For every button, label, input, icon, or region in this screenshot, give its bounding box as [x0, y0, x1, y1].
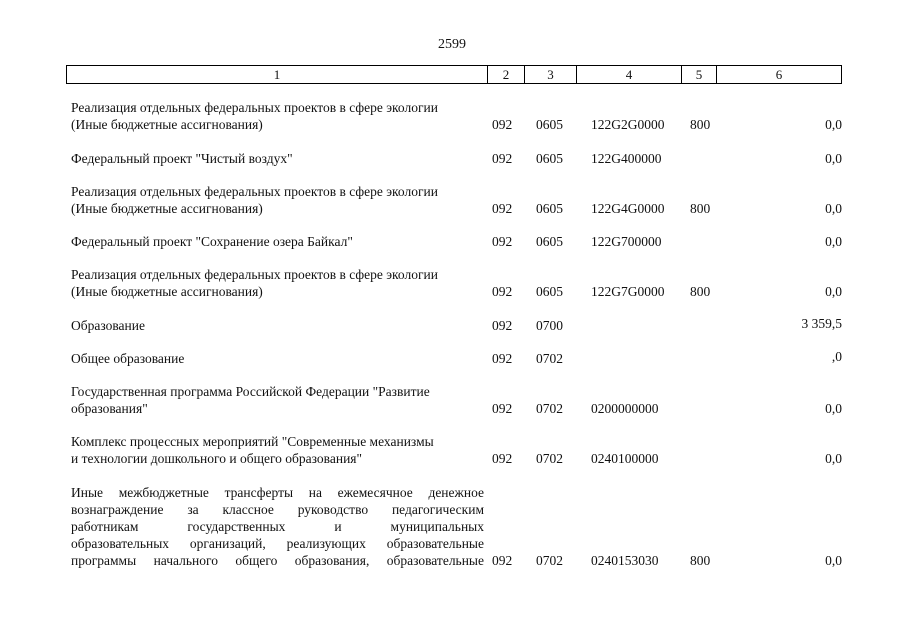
table-row [0, 99, 904, 133]
cell-expense-type: 800 [690, 284, 711, 299]
cell-ministry-code: 092 [492, 117, 513, 132]
header-col-5: 5 [682, 66, 717, 83]
cell-ministry-code: 092 [492, 201, 513, 216]
cell-section-code: 0605 [536, 117, 563, 132]
description-line: Комплекс процессных мероприятий "Современные механизмы [71, 434, 434, 449]
cell-target-code: 122G700000 [591, 234, 662, 249]
cell-ministry-code: 092 [492, 401, 513, 416]
cell-target-code: 0200000000 [591, 401, 659, 416]
header-col-6: 6 [775, 67, 783, 82]
cell-ministry-code: 092 [492, 351, 513, 366]
cell-amount: 0,0 [825, 451, 842, 466]
table-row [0, 350, 904, 367]
description-line: программы начального общего образования, образовательные [71, 553, 484, 568]
cell-section-code: 0700 [536, 318, 563, 333]
cell-ministry-code: 092 [492, 284, 513, 299]
cell-amount: ,0 [831, 349, 842, 364]
table-row [0, 266, 904, 300]
row-description [71, 317, 484, 334]
description-line: Государственная программа Российской Федерации "Развитие [71, 384, 430, 399]
cell-section-code: 0605 [536, 201, 563, 216]
cell-amount: 0,0 [825, 234, 842, 249]
cell-amount: 3 359,5 [801, 316, 842, 331]
row-description [71, 383, 484, 417]
description-line: (Иные бюджетные ассигнования) [71, 201, 263, 216]
table-row [0, 233, 904, 250]
row-description [71, 99, 484, 133]
cell-section-code: 0702 [536, 451, 563, 466]
cell-amount: 0,0 [825, 284, 842, 299]
description-line: вознаграждение за классное руководство педагогическим [71, 502, 484, 517]
cell-section-code: 0605 [536, 234, 563, 249]
description-line: Иные межбюджетные трансферты на ежемесячное денежное [71, 485, 484, 500]
description-line: Федеральный проект "Сохранение озера Байкал" [71, 234, 353, 249]
cell-amount: 0,0 [825, 553, 842, 568]
description-line: Общее образование [71, 351, 185, 366]
description-line: Образование [71, 318, 145, 333]
row-description [71, 233, 484, 250]
page-number: 2599 [438, 37, 466, 52]
description-line: (Иные бюджетные ассигнования) [71, 284, 263, 299]
description-line: (Иные бюджетные ассигнования) [71, 117, 263, 132]
table-row [0, 433, 904, 467]
row-description [71, 484, 484, 569]
cell-section-code: 0605 [536, 284, 563, 299]
cell-amount: 0,0 [825, 151, 842, 166]
row-description [71, 150, 484, 167]
table-row [0, 484, 904, 569]
description-line: образовательных организаций, реализующих образовательные [71, 536, 484, 551]
row-description [71, 183, 484, 217]
table-row [0, 317, 904, 334]
cell-ministry-code: 092 [492, 553, 513, 568]
description-line: Реализация отдельных федеральных проектов в сфере экологии [71, 267, 438, 282]
cell-expense-type: 800 [690, 117, 711, 132]
row-description [71, 266, 484, 300]
row-description [71, 433, 484, 467]
table-header [66, 65, 842, 84]
cell-target-code: 122G7G0000 [591, 284, 665, 299]
header-col-2: 2 [488, 66, 525, 83]
header-col-1: 1 [67, 66, 488, 83]
cell-ministry-code: 092 [492, 151, 513, 166]
description-line: и технологии дошкольного и общего образования" [71, 451, 363, 466]
description-line: Федеральный проект "Чистый воздух" [71, 151, 293, 166]
cell-ministry-code: 092 [492, 234, 513, 249]
description-line: Реализация отдельных федеральных проектов в сфере экологии [71, 100, 438, 115]
header-col-4: 4 [577, 66, 682, 83]
table-row [0, 383, 904, 417]
cell-ministry-code: 092 [492, 451, 513, 466]
table-row [0, 150, 904, 167]
description-line: Реализация отдельных федеральных проектов в сфере экологии [71, 184, 438, 199]
cell-amount: 0,0 [825, 201, 842, 216]
cell-target-code: 122G2G0000 [591, 117, 665, 132]
description-line: образования" [71, 401, 148, 416]
cell-section-code: 0702 [536, 351, 563, 366]
cell-target-code: 122G400000 [591, 151, 662, 166]
header-col-3: 3 [525, 66, 577, 83]
cell-target-code: 122G4G0000 [591, 201, 665, 216]
description-line: работникам государственных и муниципальных [71, 519, 484, 534]
table-row [0, 183, 904, 217]
row-description [71, 350, 484, 367]
cell-section-code: 0702 [536, 553, 563, 568]
cell-amount: 0,0 [825, 117, 842, 132]
cell-target-code: 0240100000 [591, 451, 659, 466]
cell-target-code: 0240153030 [591, 553, 659, 568]
cell-ministry-code: 092 [492, 318, 513, 333]
cell-expense-type: 800 [690, 553, 711, 568]
cell-amount: 0,0 [825, 401, 842, 416]
cell-section-code: 0605 [536, 151, 563, 166]
cell-section-code: 0702 [536, 401, 563, 416]
cell-expense-type: 800 [690, 201, 711, 216]
